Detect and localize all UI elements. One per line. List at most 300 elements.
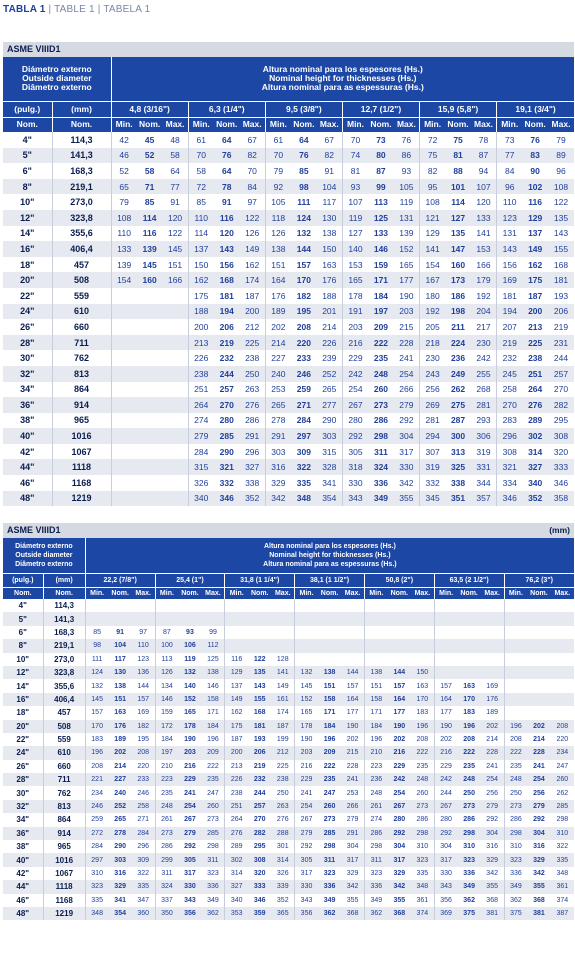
height-value	[162, 366, 188, 382]
row-diameter-mm: 457	[52, 257, 111, 273]
height-value: 152	[394, 241, 420, 257]
height-value: 184	[318, 720, 341, 733]
height-value: 333	[548, 459, 574, 475]
height-value: 222	[207, 762, 219, 770]
height-value: 230	[471, 335, 497, 351]
height-value	[137, 444, 163, 460]
height-value	[364, 612, 387, 625]
height-value: 84	[497, 163, 523, 179]
table-1-tag: ASME VIIID1	[3, 42, 65, 57]
height-value: 261	[155, 813, 178, 826]
height-value: 247	[556, 762, 569, 770]
height-value: 149	[522, 241, 548, 257]
height-value: 348	[556, 870, 569, 877]
height-value: 308	[248, 853, 271, 866]
height-value: 223	[364, 760, 387, 773]
height-value: 330	[295, 880, 318, 893]
height-value: 264	[225, 813, 248, 826]
height-value: 155	[548, 241, 574, 257]
height-value: 310	[504, 840, 527, 853]
height-value: 265	[322, 384, 337, 395]
height-value	[137, 350, 163, 366]
height-value: 73	[376, 134, 386, 145]
height-value: 159	[373, 259, 389, 270]
height-value: 298	[364, 840, 387, 853]
height-value: 110	[111, 226, 137, 242]
row-nominal-inches: 8"	[3, 179, 52, 195]
height-value: 125	[207, 655, 219, 663]
height-value: 145	[85, 693, 108, 706]
height-value: 200	[522, 304, 548, 320]
height-value: 337	[155, 894, 178, 907]
height-value: 287	[450, 415, 466, 426]
height-value: 342	[341, 880, 364, 893]
height-value: 94	[478, 165, 489, 176]
height-value	[364, 639, 387, 652]
height-value: 131	[497, 226, 523, 242]
height-value: 356	[178, 907, 201, 920]
height-value	[162, 288, 188, 304]
header-row	[3, 538, 574, 573]
height-value	[481, 653, 504, 666]
height-value: 157	[296, 259, 311, 270]
height-value: 374	[556, 896, 569, 904]
height-label: Altura nominal para los espesores (Hs.)	[263, 542, 396, 550]
height-value: 258	[497, 382, 523, 398]
minmax-header: Max.	[471, 117, 497, 132]
height-value: 152	[295, 693, 318, 706]
height-value: 381	[527, 907, 550, 920]
height-value: 122	[253, 655, 266, 663]
height-value: 262	[450, 384, 466, 395]
height-value: 254	[481, 773, 504, 786]
height-value: 135	[548, 210, 574, 226]
height-value: 157	[85, 706, 108, 719]
height-value: 361	[416, 896, 429, 904]
height-value: 335	[296, 477, 311, 488]
height-value: 177	[434, 706, 457, 719]
table-row	[3, 760, 574, 773]
height-value: 202	[527, 720, 550, 733]
row-diameter-mm: 273,0	[52, 194, 111, 210]
height-value: 236	[364, 773, 387, 786]
height-value: 362	[364, 907, 387, 920]
height-value	[137, 491, 163, 507]
height-value: 296	[137, 843, 149, 851]
height-value: 323	[364, 867, 387, 880]
height-value: 119	[184, 655, 196, 663]
table-row	[3, 773, 574, 786]
row-nominal-inches: 22"	[16, 735, 30, 745]
row-diameter-mm: 762	[52, 350, 111, 366]
height-value: 228	[394, 335, 420, 351]
minmax-header: Min.	[85, 587, 108, 599]
height-value: 268	[476, 384, 491, 395]
height-value: 79	[265, 163, 291, 179]
height-value: 209	[202, 746, 225, 759]
minmax-header: Max.	[481, 587, 504, 599]
height-value: 274	[364, 813, 387, 826]
table-row	[3, 840, 574, 853]
row-diameter-mm: 660	[52, 319, 111, 335]
height-value: 242	[476, 353, 491, 364]
height-value	[132, 612, 155, 625]
height-value	[162, 413, 188, 429]
height-value: 343	[295, 894, 318, 907]
minmax-header: Min.	[155, 587, 178, 599]
height-value	[318, 653, 341, 666]
height-value: 214	[322, 321, 337, 332]
table-row	[3, 599, 574, 612]
height-value: 262	[556, 789, 569, 797]
height-value: 314	[271, 853, 294, 866]
height-value: 197	[368, 304, 394, 320]
height-value: 149	[225, 693, 248, 706]
height-value: 348	[291, 491, 317, 507]
height-value: 336	[463, 870, 475, 877]
height-value: 187	[225, 733, 248, 746]
height-value: 325	[445, 459, 471, 475]
height-value: 256	[486, 789, 498, 797]
height-value	[137, 459, 163, 475]
height-value: 85	[85, 626, 108, 639]
height-value: 134	[155, 679, 178, 692]
height-value	[111, 459, 137, 475]
height-value: 307	[420, 444, 446, 460]
height-value	[527, 693, 550, 706]
height-value: 211	[451, 321, 465, 332]
height-value: 176	[265, 288, 291, 304]
height-value: 202	[265, 319, 291, 335]
height-value: 349	[207, 896, 219, 904]
height-value: 336	[373, 477, 389, 488]
height-value: 99	[209, 628, 217, 636]
height-value: 106	[178, 639, 201, 652]
height-value: 286	[155, 840, 178, 853]
height-value: 274	[188, 413, 214, 429]
height-value: 305	[342, 444, 368, 460]
height-value	[527, 679, 550, 692]
row-nominal-inches: 6"	[18, 627, 27, 637]
height-value: 203	[178, 746, 201, 759]
height-value: 83	[522, 148, 548, 164]
height-value	[137, 319, 163, 335]
height-value: 158	[202, 693, 225, 706]
height-value: 355	[481, 880, 504, 893]
height-value: 279	[178, 827, 201, 840]
row-diameter-mm: 914	[52, 397, 111, 413]
height-value: 127	[445, 210, 471, 226]
height-value: 222	[504, 746, 527, 759]
height-value	[109, 612, 132, 625]
height-value: 292	[388, 827, 411, 840]
height-value: 323	[207, 870, 219, 877]
height-value: 240	[265, 366, 291, 382]
height-value: 286	[504, 813, 527, 826]
height-value: 286	[245, 415, 260, 426]
nominal-header: Nom.	[3, 587, 43, 599]
row-nominal-inches: 48"	[3, 907, 43, 920]
height-value: 151	[167, 259, 183, 270]
height-value	[111, 428, 137, 444]
page-title-translations: | TABLE 1 | TABELA 1	[45, 4, 151, 15]
height-value: 139	[137, 241, 163, 257]
height-value: 349	[504, 880, 527, 893]
row-nominal-inches: 30"	[16, 788, 30, 798]
height-value: 214	[486, 736, 498, 744]
height-value: 133	[471, 210, 497, 226]
height-value	[504, 653, 527, 666]
height-value	[551, 626, 574, 639]
height-value: 219	[497, 335, 523, 351]
height-value: 316	[114, 870, 126, 877]
height-value: 81	[445, 148, 471, 164]
height-value: 170	[411, 693, 434, 706]
height-value	[271, 639, 294, 652]
minmax-header: Nom.	[178, 587, 201, 599]
height-value: 122	[167, 228, 183, 239]
height-value: 48	[170, 134, 180, 145]
table-row	[3, 894, 574, 907]
minmax-header: Nom.	[248, 587, 271, 599]
height-value: 150	[188, 257, 214, 273]
height-value	[137, 304, 163, 320]
height-value: 46	[111, 148, 137, 164]
height-value: 122	[553, 197, 569, 208]
height-value	[162, 459, 188, 475]
height-value	[162, 304, 188, 320]
row-diameter-mm: 1016	[52, 428, 111, 444]
height-value: 210	[155, 760, 178, 773]
table-row	[3, 179, 574, 195]
height-value: 324	[368, 459, 394, 475]
height-value: 273	[368, 397, 394, 413]
height-value: 133	[111, 241, 137, 257]
row-nominal-inches: 48"	[3, 491, 52, 507]
height-value: 132	[295, 666, 318, 679]
table-row	[3, 612, 574, 625]
height-value: 104	[109, 639, 132, 652]
height-value: 303	[265, 444, 291, 460]
height-value	[527, 666, 550, 679]
height-value: 362	[463, 896, 475, 904]
height-value	[504, 599, 527, 612]
height-value: 158	[318, 693, 341, 706]
height-value: 296	[497, 428, 523, 444]
height-value: 330	[394, 459, 420, 475]
height-value: 139	[111, 257, 137, 273]
minmax-header: Max.	[548, 117, 574, 132]
height-value: 219	[214, 335, 240, 351]
minmax-header: Min.	[504, 587, 527, 599]
height-value: 310	[85, 867, 108, 880]
height-value: 120	[219, 228, 234, 239]
table-row	[3, 880, 574, 893]
height-value	[434, 626, 457, 639]
height-value: 335	[85, 894, 108, 907]
height-value: 342	[265, 491, 291, 507]
height-value	[225, 612, 248, 625]
table-row	[3, 827, 574, 840]
height-value: 213	[188, 335, 214, 351]
height-value	[551, 599, 574, 612]
row-diameter-mm: 114,3	[52, 132, 111, 148]
height-value: 285	[214, 428, 240, 444]
height-value: 238	[245, 353, 260, 364]
height-value: 128	[276, 655, 289, 663]
height-value: 231	[548, 335, 574, 351]
height-value: 169	[497, 272, 523, 288]
height-value: 238	[188, 366, 214, 382]
height-value: 276	[225, 827, 248, 840]
height-value: 227	[109, 773, 132, 786]
height-value: 275	[445, 397, 471, 413]
height-value: 298	[458, 827, 481, 840]
height-value: 309	[132, 853, 155, 866]
height-value: 329	[393, 870, 406, 877]
row-nominal-inches: 24"	[3, 304, 52, 320]
height-value: 273	[155, 827, 178, 840]
height-value	[111, 382, 137, 398]
height-value: 176	[109, 720, 132, 733]
height-value: 270	[214, 397, 240, 413]
table-row	[3, 746, 574, 759]
height-value: 256	[533, 789, 545, 797]
height-value	[111, 288, 137, 304]
height-value: 241	[341, 773, 364, 786]
minmax-row	[3, 587, 574, 599]
height-value	[551, 693, 574, 706]
height-value	[481, 666, 504, 679]
height-value: 322	[291, 459, 317, 475]
height-value	[178, 599, 201, 612]
height-value: 130	[109, 666, 132, 679]
height-value: 225	[522, 335, 548, 351]
height-value: 310	[551, 827, 574, 840]
height-value	[551, 653, 574, 666]
height-value: 354	[109, 907, 132, 920]
height-value: 251	[188, 382, 214, 398]
height-value: 164	[388, 693, 411, 706]
row-nominal-inches: 20"	[3, 720, 43, 733]
height-value	[458, 626, 481, 639]
height-value: 232	[219, 353, 234, 364]
height-value: 323	[85, 880, 108, 893]
table-row	[3, 475, 574, 491]
height-value: 219	[553, 321, 569, 332]
height-value: 317	[341, 853, 364, 866]
diameter-label: Diámetro externo	[15, 542, 73, 550]
height-value: 113	[155, 653, 178, 666]
minmax-header: Nom.	[291, 117, 317, 132]
height-value: 263	[271, 800, 294, 813]
height-value: 126	[265, 226, 291, 242]
height-value: 213	[528, 321, 543, 332]
minmax-header: Max.	[162, 117, 188, 132]
height-value: 73	[497, 132, 523, 148]
height-value: 315	[322, 446, 337, 457]
height-value: 168	[553, 259, 569, 270]
height-value: 146	[155, 693, 178, 706]
height-value: 260	[416, 789, 429, 797]
thickness-header: 38,1 (1 1/2")	[295, 573, 365, 587]
height-value: 327	[240, 459, 266, 475]
thickness-header: 9,5 (3/8")	[265, 101, 342, 117]
row-diameter-mm: 1168	[52, 475, 111, 491]
height-value: 342	[388, 880, 411, 893]
height-value: 284	[132, 827, 155, 840]
height-value: 175	[225, 720, 248, 733]
unit-label: (pulg.)	[3, 573, 43, 587]
table-row	[3, 382, 574, 398]
height-value	[527, 612, 550, 625]
height-value: 291	[240, 428, 266, 444]
height-value: 280	[342, 413, 368, 429]
height-value	[458, 653, 481, 666]
height-value: 130	[317, 210, 343, 226]
height-value: 249	[445, 366, 471, 382]
height-value: 304	[481, 827, 504, 840]
minmax-header: Nom.	[458, 587, 481, 599]
height-value	[341, 612, 364, 625]
height-value: 85	[299, 165, 309, 176]
page-title	[3, 4, 150, 15]
height-value: 324	[155, 880, 178, 893]
row-nominal-inches: 38"	[16, 842, 30, 852]
height-value: 203	[295, 746, 318, 759]
height-value: 297	[291, 428, 317, 444]
height-value: 82	[317, 148, 343, 164]
height-value: 323	[504, 853, 527, 866]
height-value: 132	[85, 679, 108, 692]
minmax-header: Nom.	[388, 587, 411, 599]
minmax-header: Max.	[202, 587, 225, 599]
height-value: 292	[184, 843, 196, 851]
height-value: 317	[295, 867, 318, 880]
height-value: 97	[139, 628, 148, 636]
height-value: 273	[458, 800, 481, 813]
height-value: 159	[155, 706, 178, 719]
thickness-header: 6,3 (1/4")	[188, 101, 265, 117]
table-row	[3, 257, 574, 273]
height-value: 179	[471, 272, 497, 288]
height-value	[248, 612, 271, 625]
row-diameter-mm: 1118	[43, 880, 85, 893]
height-header	[85, 538, 574, 573]
diameter-label: Diâmetro externo	[15, 560, 73, 568]
height-value: 118	[265, 210, 291, 226]
height-value: 346	[553, 477, 569, 488]
row-diameter-mm: 1016	[43, 853, 85, 866]
height-value: 290	[322, 415, 337, 426]
height-value: 98	[85, 639, 108, 652]
height-value: 183	[463, 709, 475, 717]
height-value	[137, 366, 163, 382]
height-value: 276	[276, 816, 289, 824]
height-value: 289	[225, 840, 248, 853]
height-value: 258	[132, 800, 155, 813]
height-value: 266	[399, 384, 414, 395]
height-value: 335	[551, 853, 574, 866]
height-value: 310	[416, 843, 429, 851]
height-value: 235	[155, 786, 178, 799]
height-value: 361	[551, 880, 574, 893]
height-value: 132	[296, 228, 311, 239]
height-value: 340	[188, 491, 214, 507]
height-value: 169	[486, 682, 498, 690]
height-value: 151	[265, 257, 291, 273]
height-value: 144	[341, 666, 364, 679]
